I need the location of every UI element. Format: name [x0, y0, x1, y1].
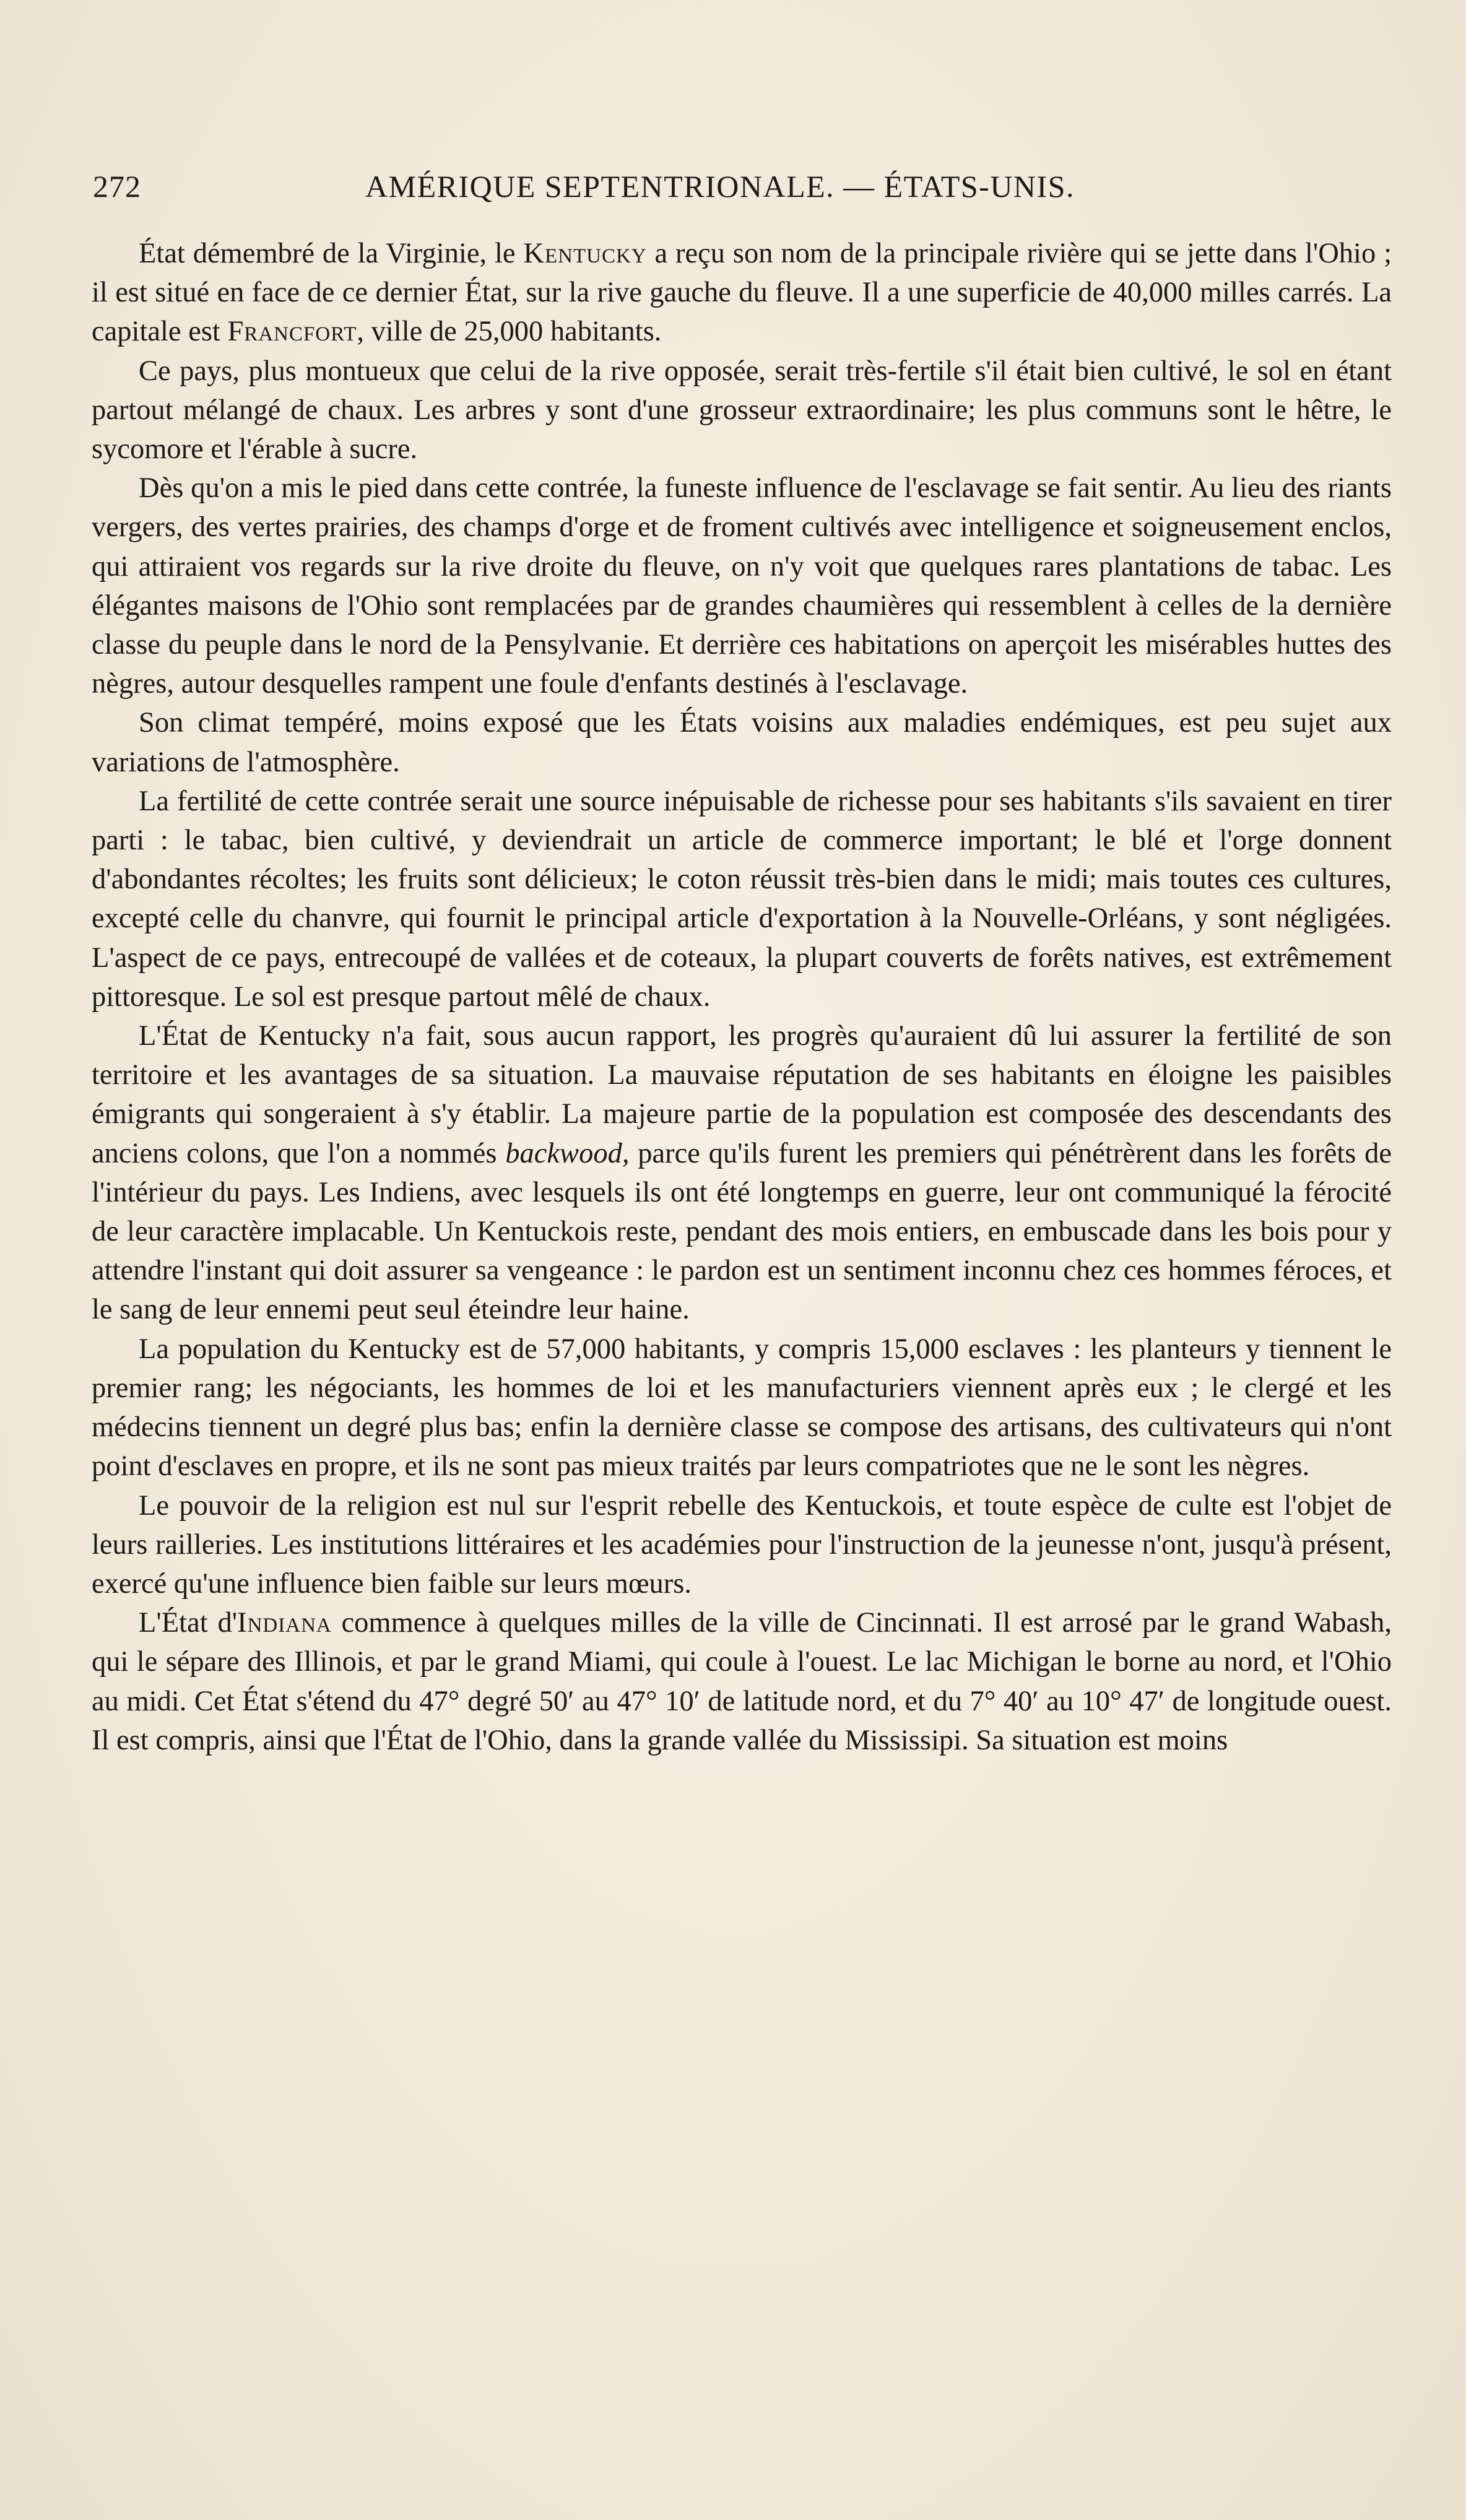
paragraph-population: La population du Kentucky est de 57,000 habitants, y compris 15,000 esclaves : les planteurs y tiennent le premier rang; les négociants, les hommes de loi et les manufacturiers viennent après eux ; le clergé et les médecins tiennent un degré plus bas; enfin la dernière classe se compose des artisans, des cultivateurs qui n'ont point d'esclaves en propre, et ils ne sont pas mieux traités par leurs compatriotes que ne le sont les nègres.	[92, 1333, 1392, 1483]
paragraph-kentucky-intro: État démembré de la Virginie, le Kentucky a reçu son nom de la principale rivière qui se jette dans l'Ohio ; il est situé en face de ce dernier État, sur la rive gauche du fleuve. Il a une superficie de 40,000 milles carrés. La capitale est Francfort, ville de 25,000 habitants.	[92, 238, 1392, 348]
paragraph-slavery: Dès qu'on a mis le pied dans cette contrée, la funeste influence de l'esclavage se fait sentir. Au lieu des riants vergers, des vertes prairies, des champs d'orge et de froment cultivés avec intelligence et soigneusement enclos, qui attiraient vos regards sur la rive droite du fleuve, on n'y voit que quelques rares plantations de tabac. Les élégantes maisons de l'Ohio sont remplacées par de grandes chaumières qui ressemblent à celles de la dernière classe du peuple dans le nord de la Pensylvanie. Et derrière ces habitations on aperçoit les misérables huttes des nègres, autour desquelles rampent une foule d'enfants destinés à l'esclavage.	[92, 472, 1392, 700]
paragraph-indiana: L'État d'Indiana commence à quelques milles de la ville de Cincinnati. Il est arrosé par le grand Wabash, qui le sépare des Illinois, et par le grand Miami, qui coule à l'ouest. Le lac Michigan le borne au nord, et l'Ohio au midi. Cet État s'étend du 47° degré 50′ au 47° 10′ de latitude nord, et du 7° 40′ au 10° 47′ de longitude ouest. Il est compris, ainsi que l'État de l'Ohio, dans la grande vallée du Mississipi. Sa situation est moins	[92, 1607, 1392, 1756]
paragraph-terrain: Ce pays, plus montueux que celui de la rive opposée, serait très-fertile s'il était bien cultivé, le sol en étant partout mélangé de chaux. Les arbres y sont d'une grosseur extraordinaire; les plus communs sont le hêtre, le sycomore et l'érable à sucre.	[92, 355, 1392, 465]
body-text	[92, 234, 1392, 1760]
capital-name: Francfort	[227, 316, 357, 348]
term-backwood: backwood,	[505, 1137, 630, 1169]
paragraph-climate: Son climat tempéré, moins exposé que les États voisins aux maladies endémiques, est peu sujet aux variations de l'atmosphère.	[92, 707, 1392, 778]
running-head-title: AMÉRIQUE SEPTENTRIONALE. — ÉTATS-UNIS.	[365, 169, 1075, 204]
state-name-indiana: Indiana	[237, 1607, 332, 1639]
paragraph-religion: Le pouvoir de la religion est nul sur l'esprit rebelle des Kentuckois, et toute espèce de culte est l'objet de leurs railleries. Les institutions littéraires et les académies pour l'instruction de la jeunesse n'ont, jusqu'à présent, exercé qu'une influence bien faible sur leurs mœurs.	[92, 1489, 1392, 1600]
paragraph-fertility: La fertilité de cette contrée serait une source inépuisable de richesse pour ses habitants s'ils savaient en tirer parti : le tabac, bien cultivé, y deviendrait un article de commerce important; le blé et l'orge donnent d'abondantes récoltes; les fruits sont délicieux; le coton réussit très-bien dans le midi; mais toutes ces cultures, excepté celle du chanvre, qui fournit le principal article d'exportation à la Nouvelle-Orléans, y sont négligées. L'aspect de ce pays, entrecoupé de vallées et de coteaux, la plupart couverts de forêts natives, est extrêmement pittoresque. Le sol est presque partout mêlé de chaux.	[92, 785, 1392, 1013]
state-name-kentucky: Kentucky	[523, 238, 647, 269]
paragraph-inhabitants: L'État de Kentucky n'a fait, sous aucun rapport, les progrès qu'auraient dû lui assurer la fertilité de son territoire et les avantages de sa situation. La mauvaise réputation de ses habitants en éloigne les paisibles émigrants qui songeraient à s'y établir. La majeure partie de la population est composée des descendants des anciens colons, que l'on a nommés backwood, parce qu'ils furent les premiers qui pénétrèrent dans les forêts de l'intérieur du pays. Les Indiens, avec lesquels ils ont été longtemps en guerre, leur ont communiqué la férocité de leur caractère implacable. Un Kentuckois reste, pendant des mois entiers, en embuscade dans les bois pour y attendre l'instant qui doit assurer sa vengeance : le pardon est un sentiment inconnu chez ces hommes féroces, et le sang de leur ennemi peut seul éteindre leur haine.	[92, 1020, 1392, 1326]
running-head	[93, 168, 1145, 212]
page-number: 272	[93, 169, 141, 204]
